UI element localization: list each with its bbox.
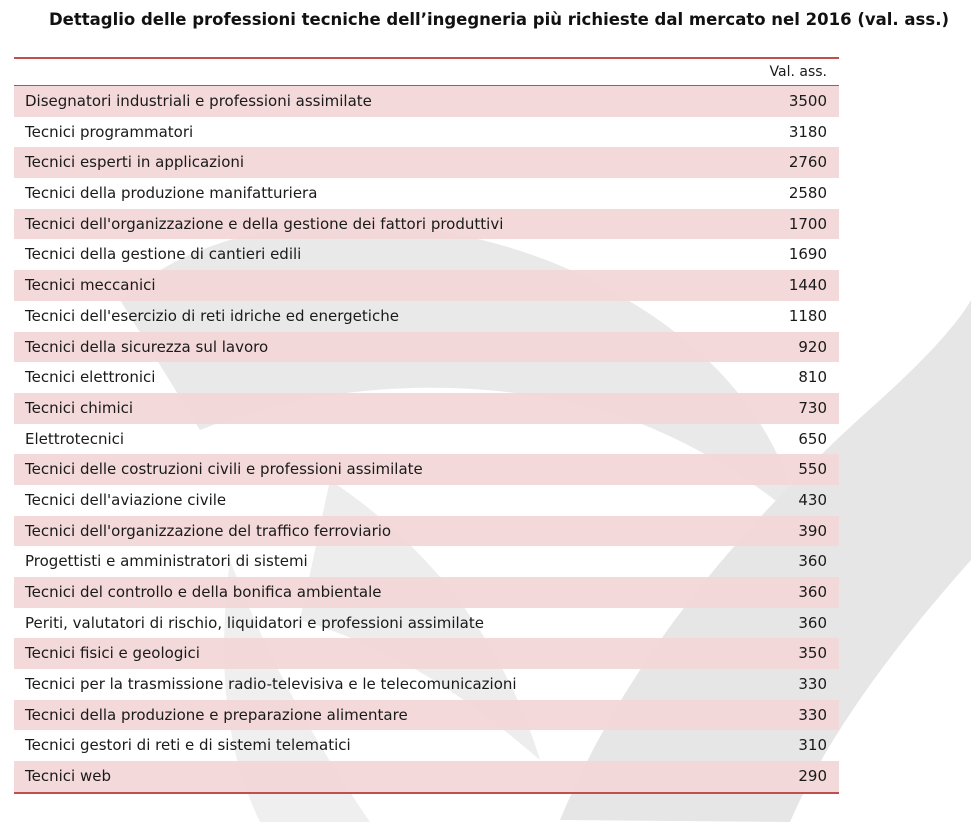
table-row — [14, 485, 839, 516]
row-value: 360 — [798, 583, 827, 601]
table-row — [14, 270, 839, 301]
row-label: Tecnici della gestione di cantieri edili — [25, 245, 302, 264]
row-value: 650 — [798, 429, 827, 448]
table-row — [14, 147, 839, 178]
row-label: Elettrotecnici — [25, 429, 125, 448]
table-row — [14, 393, 839, 424]
row-label: Periti, valutatori di rischio, liquidatori e professioni assimilate — [25, 613, 484, 632]
row-value: 290 — [798, 767, 827, 786]
row-label: Tecnici dell'aviazione civile — [25, 490, 227, 509]
row-value: 360 — [798, 613, 827, 632]
row-value: 330 — [798, 705, 827, 724]
row-value: 1690 — [788, 245, 827, 264]
table-title: Dettaglio delle professioni tecniche dell’ingegneria più richieste dal mercato nel 2016 (val. ass.) — [48, 10, 949, 29]
row-label: Tecnici della produzione e preparazione alimentare — [25, 705, 408, 724]
table-row — [14, 608, 839, 639]
column-header-value: Val. ass. — [769, 64, 827, 80]
row-value: 730 — [798, 398, 827, 417]
table-row — [14, 454, 839, 485]
row-label: Disegnatori industriali e professioni assimilate — [25, 92, 372, 110]
row-label: Progettisti e amministratori di sistemi — [25, 552, 308, 571]
row-value: 1700 — [788, 214, 827, 233]
row-label: Tecnici della sicurezza sul lavoro — [25, 337, 269, 356]
table-row — [14, 117, 839, 148]
table-row — [14, 332, 839, 363]
table-row — [14, 638, 839, 669]
row-label: Tecnici web — [25, 767, 111, 786]
row-label: Tecnici fisici e geologici — [25, 644, 200, 663]
table-row — [14, 700, 839, 731]
data-table — [14, 57, 839, 794]
row-value: 1180 — [788, 306, 827, 325]
row-value: 810 — [798, 368, 827, 387]
table-row — [14, 761, 839, 792]
row-value: 1440 — [788, 276, 827, 295]
row-value: 550 — [798, 460, 827, 479]
row-label: Tecnici chimici — [25, 398, 134, 417]
row-label: Tecnici programmatori — [25, 122, 194, 141]
table-bottom-rule — [14, 792, 839, 794]
table-row — [14, 239, 839, 270]
row-label: Tecnici esperti in applicazioni — [25, 153, 245, 172]
table-row — [14, 669, 839, 700]
row-value: 2580 — [788, 184, 827, 203]
table-row — [14, 178, 839, 209]
row-label: Tecnici gestori di reti e di sistemi telematici — [25, 736, 351, 755]
row-value: 3180 — [788, 122, 827, 141]
row-label: Tecnici della produzione manifatturiera — [25, 184, 318, 203]
row-value: 330 — [798, 675, 827, 694]
table-row — [14, 577, 839, 608]
row-label: Tecnici meccanici — [25, 276, 156, 295]
table-row — [14, 730, 839, 761]
table-header-row — [14, 59, 839, 85]
row-label: Tecnici dell'esercizio di reti idriche ed energetiche — [25, 306, 399, 325]
row-value: 2760 — [788, 153, 827, 172]
table-body — [14, 85, 839, 792]
table-row — [14, 516, 839, 547]
table-row — [14, 424, 839, 455]
row-value: 3500 — [788, 92, 827, 110]
row-label: Tecnici dell'organizzazione del traffico ferroviario — [25, 521, 392, 540]
table-row — [14, 301, 839, 332]
row-value: 310 — [798, 736, 827, 755]
row-label: Tecnici dell'organizzazione e della gestione dei fattori produttivi — [25, 214, 504, 233]
row-value: 920 — [798, 337, 827, 356]
table-row — [14, 362, 839, 393]
table-row — [14, 86, 839, 117]
row-value: 430 — [798, 490, 827, 509]
table-row — [14, 209, 839, 240]
row-label: Tecnici delle costruzioni civili e professioni assimilate — [25, 460, 423, 479]
table-row — [14, 546, 839, 577]
row-value: 350 — [798, 644, 827, 663]
row-label: Tecnici del controllo e della bonifica ambientale — [25, 583, 382, 601]
row-value: 360 — [798, 552, 827, 571]
row-label: Tecnici elettronici — [25, 368, 156, 387]
row-value: 390 — [798, 521, 827, 540]
row-label: Tecnici per la trasmissione radio-televisiva e le telecomunicazioni — [25, 675, 517, 694]
